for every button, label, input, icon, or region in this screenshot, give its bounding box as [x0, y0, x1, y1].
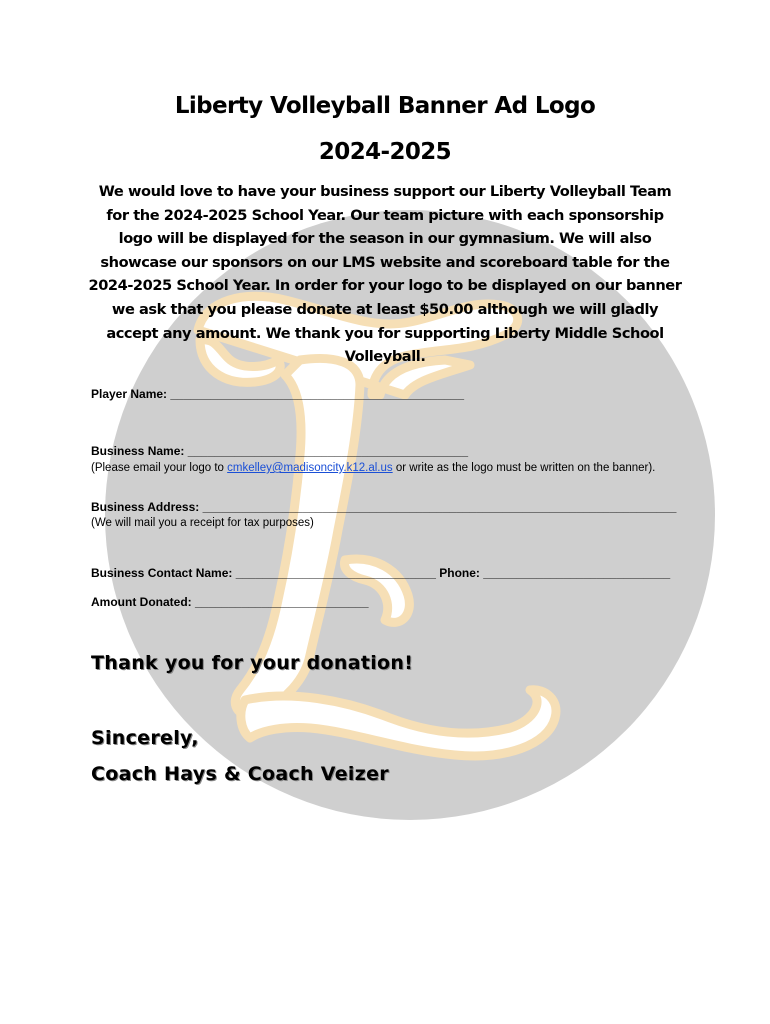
player-name-field: Player Name: ____________________________________________	[91, 387, 465, 401]
contact-phone-field: Business Contact Name: ______________________________ Phone: ____________________________	[91, 566, 671, 580]
thank-you-message: Thank you for your donation!	[91, 652, 414, 674]
email-note-before: (Please email your logo to	[91, 462, 228, 474]
business-name-field: Business Name: __________________________________________	[91, 444, 469, 458]
intro-paragraph: We would love to have your business support our Liberty Volleyball Team for the 2024-2025 School Year. Our team picture with each sponsorship logo will be displayed for the season in our gymnasium. We will also showcase our sponsors on our LMS website and scoreboard table for the 2024-2025 School Year. In order for your logo to be displayed on our banner we ask that you please donate at least $50.00 although we will gladly accept any amount. We thank you for supporting Liberty Middle School Volleyball.	[88, 183, 682, 366]
receipt-note: (We will mail you a receipt for tax purposes)	[91, 517, 314, 529]
amount-donated-field: Amount Donated: __________________________	[91, 595, 369, 609]
email-link[interactable]: cmkelley@madisoncity.k12.al.us	[227, 462, 393, 474]
signature: Coach Hays & Coach Veizer	[91, 763, 389, 785]
email-note-after: or write as the logo must be written on the banner).	[392, 462, 656, 474]
business-address-field: Business Address: _______________________________________________________________________	[91, 500, 677, 514]
email-instructions	[91, 462, 655, 474]
sincerely-text: Sincerely,	[91, 727, 199, 749]
page-title: Liberty Volleyball Banner Ad Logo	[174, 93, 596, 119]
season-year: 2024-2025	[318, 139, 452, 165]
